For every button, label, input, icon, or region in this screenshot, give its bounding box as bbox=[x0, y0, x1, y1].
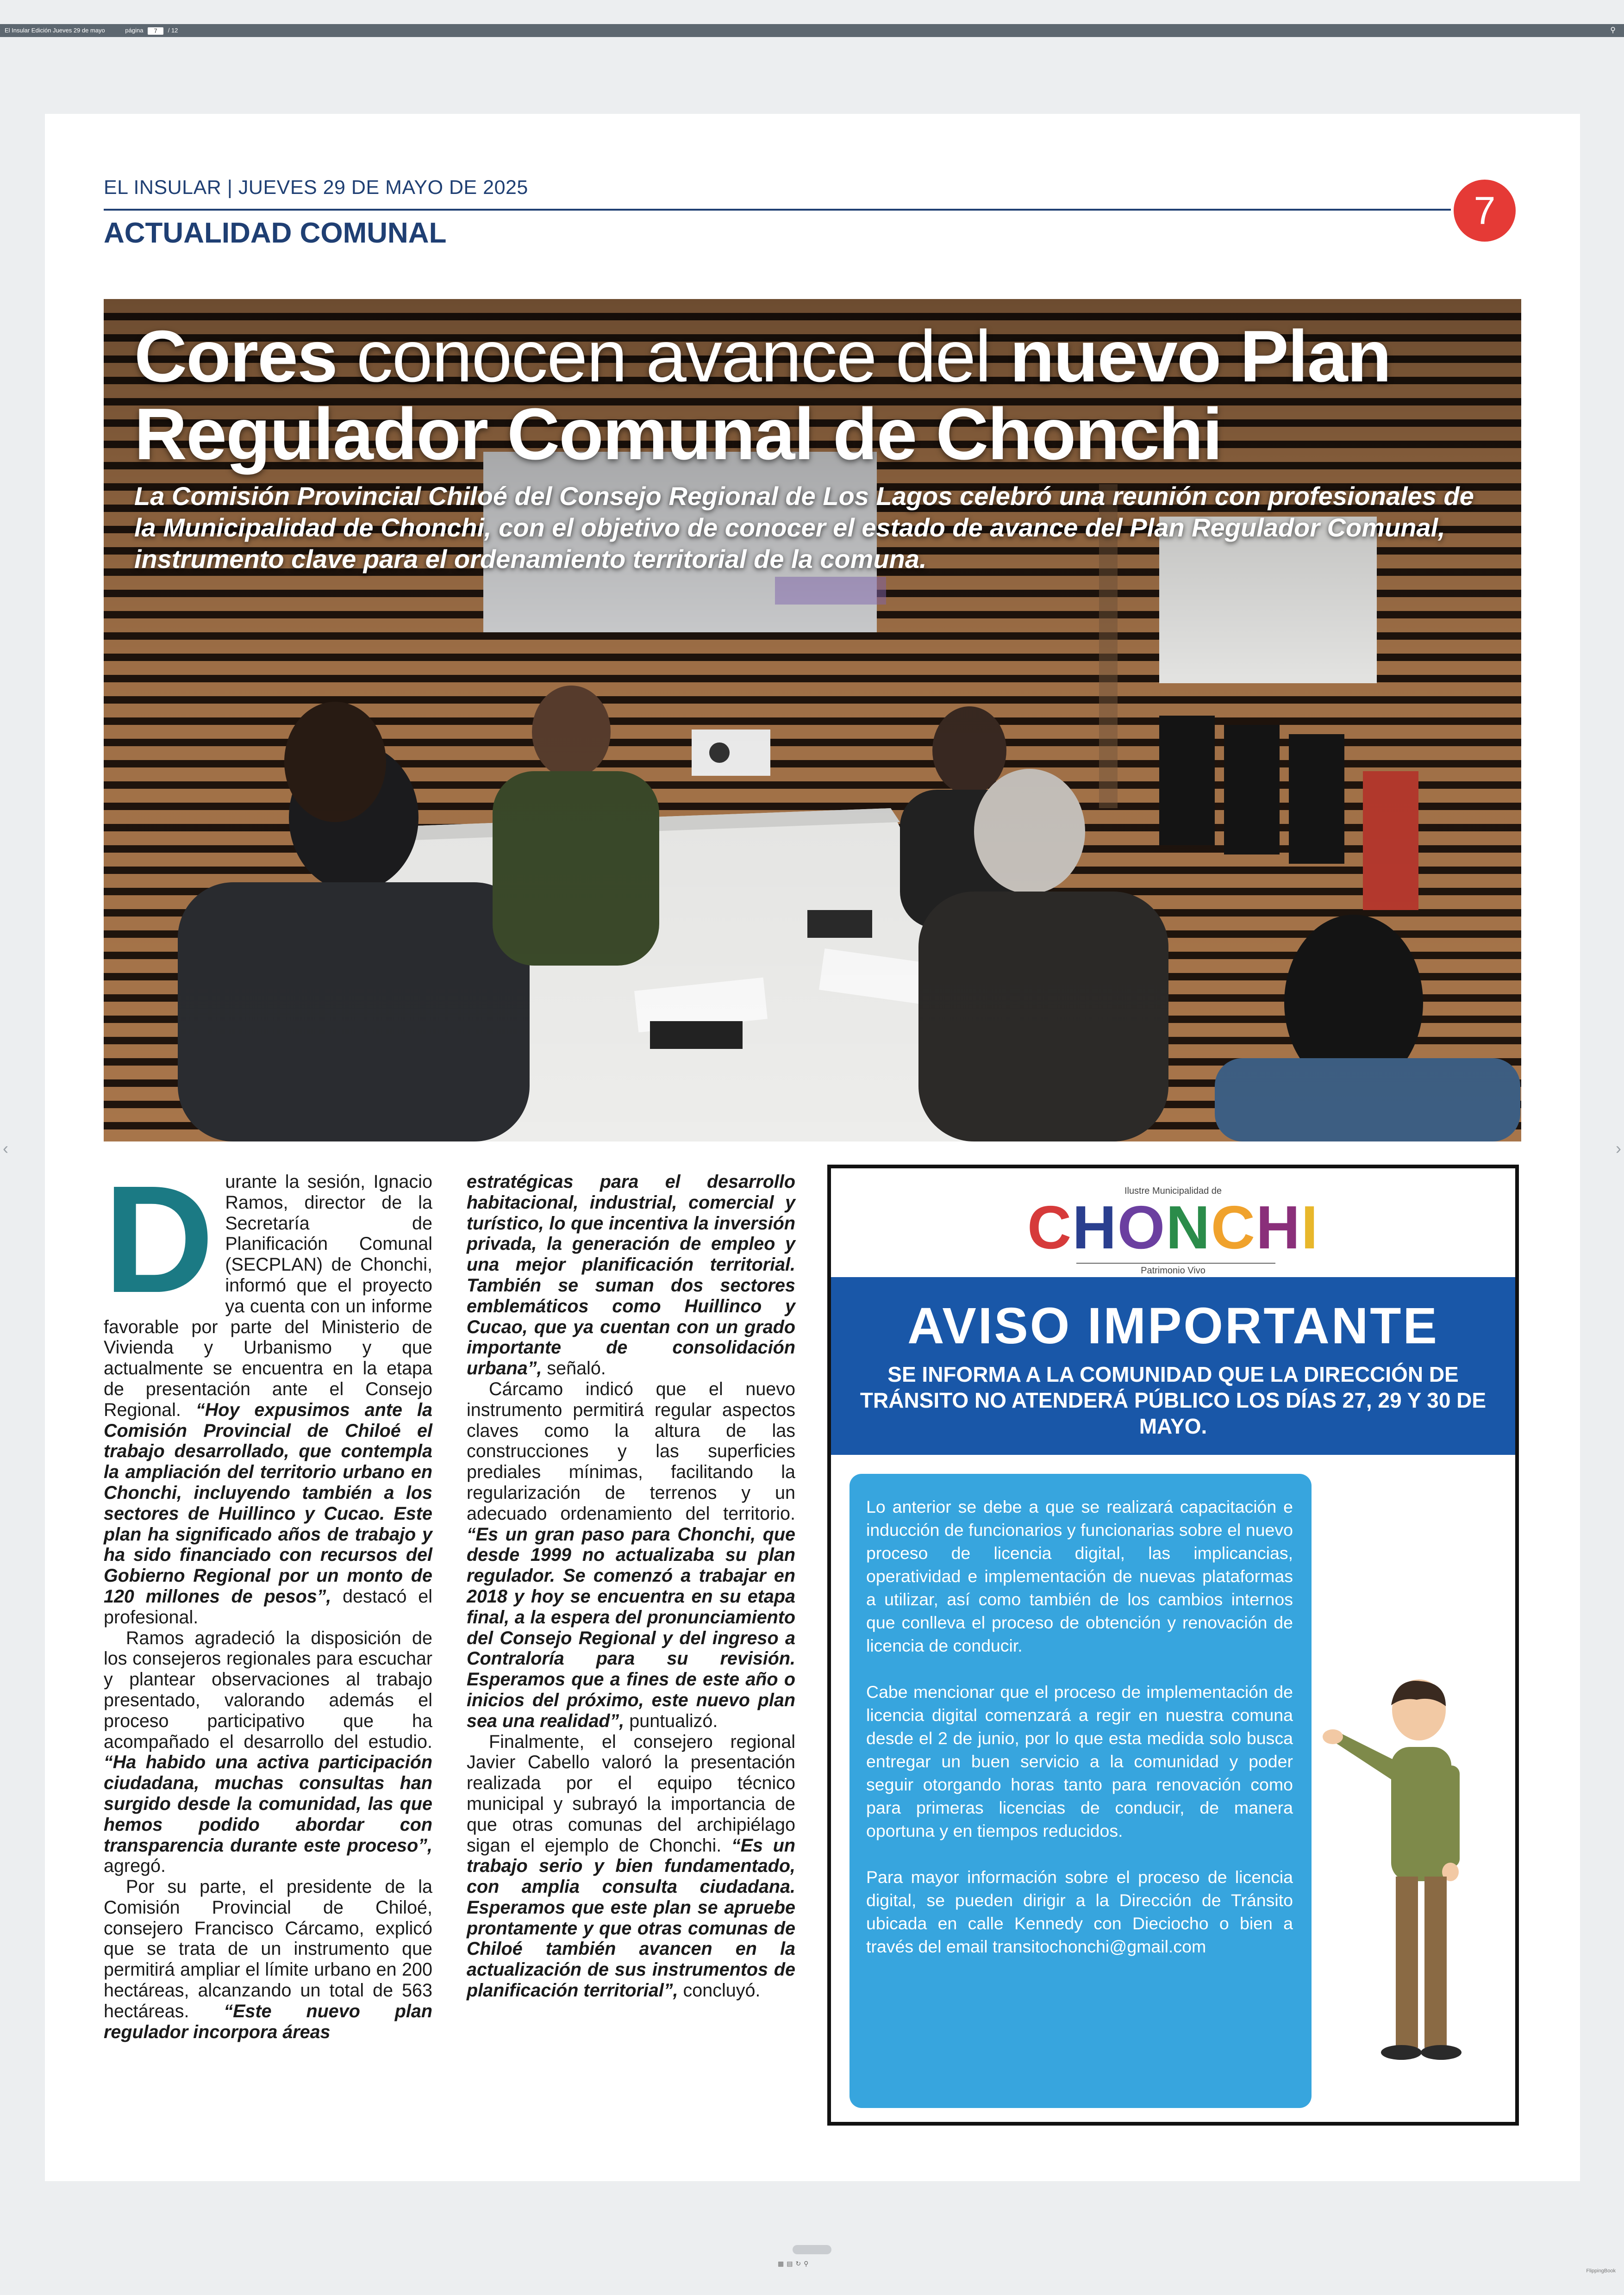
chonchi-logo bbox=[831, 1192, 1515, 1262]
hero-photo bbox=[104, 299, 1521, 1141]
p5-end: puntualizó. bbox=[624, 1710, 718, 1731]
headline-bold-3: Regulador Comunal de Chonchi bbox=[134, 393, 1222, 475]
p6-end: concluyó. bbox=[678, 1980, 761, 2001]
document-label: El Insular Edición Jueves 29 de mayo bbox=[5, 27, 105, 34]
article-column-2 bbox=[467, 1172, 795, 2001]
p5-quote: “Es un gran paso para Chonchi, que desde 1999 no actualizaba su plan regulador. Se comenzó a trabajar en 2018 y hoy se encuentra en su etapa final, a la espera del pronunciamiento del Consejo Regional y del ingreso a Contraloría para su revisión. Esperamos que a fines de este año o inicios del próximo, este nuevo plan sea una realidad”, bbox=[467, 1524, 795, 1731]
p4-quote: estratégicas para el desarrollo habitacional, industrial, comercial y turístico, lo que incentiva la inversión privada, la generación de empleo y una mejor planificación territorial. También se suman dos sectores emblemáticos como Huillinco y Cucao, que ya cuentan con un grado importante de consolidación urbana”, bbox=[467, 1172, 795, 1379]
p3-quote: “Este nuevo plan regulador incorpora áreas bbox=[104, 2001, 432, 2042]
notice-title: AVISO IMPORTANTE bbox=[907, 1297, 1439, 1354]
viewer-tools[interactable]: ▦▤↻⚲ bbox=[778, 2260, 812, 2267]
viewer-brand[interactable]: FlippingBook bbox=[1586, 2268, 1616, 2274]
publication-name: EL INSULAR bbox=[104, 176, 222, 199]
notice-paragraph-2: Cabe mencionar que el proceso de implementación de licencia digital comenzará a regir en nuestra comuna desde el 2 de junio, por lo que esta medida solo busca entregar un buen servicio a la comunidad y poder seguir otorgando horas tanto para renovación como para primeras licencias de conducir, de manera oportuna y en tiempos reducidos. bbox=[866, 1682, 1293, 1840]
p2-quote: “Ha habido una activa participación ciudadana, muchas consultas han surgido desde la comunidad, las que hemos podido abordar con transparencia durante este proceso”, bbox=[104, 1752, 432, 1856]
notice-body-box bbox=[849, 1474, 1312, 2108]
p5-text: Cárcamo indicó que el nuevo instrumento permitirá regular aspectos claves como la altura de las construcciones y las superficies prediales mínimas, facilitando la regularización de terrenos y un adecuado ordenamiento del territorio. bbox=[467, 1378, 795, 1524]
headline-light: conocen avance del bbox=[356, 316, 991, 397]
logo-letter: H bbox=[1072, 1193, 1118, 1261]
p1-text: urante la sesión, Ignacio Ramos, director de la Secretaría de Planificación Comunal (SECPLAN) de Chonchi, informó que el proyecto ya cuenta con un informe favorable por parte del Ministerio de Vivienda y Urbanismo y que actualmente se encuentra en la etapa de presentación ante el Consejo Regional. bbox=[104, 1172, 432, 1420]
chevron-right-icon[interactable]: › bbox=[1616, 1139, 1621, 1158]
municipality-label: Ilustre Municipalidad de bbox=[1124, 1186, 1222, 1196]
headline-bold-1: Cores bbox=[134, 316, 337, 397]
p2-end: agregó. bbox=[104, 1856, 166, 1877]
logo-letter: C bbox=[1027, 1193, 1073, 1261]
paragraph-4 bbox=[467, 1172, 795, 1379]
p3-text: Por su parte, el presidente de la Comisión Provincial de Chiloé, consejero Francisco Cárcamo, explicó que se trata de un instrumento que permitirá ampliar el límite urbano en 200 hectáreas, alcanzando un total de 563 hectáreas. bbox=[104, 1877, 432, 2021]
logo-letter: H bbox=[1255, 1193, 1301, 1261]
notice-paragraph-1: Lo anterior se debe a que se realizará capacitación e inducción de funcionarios y funcionarias sobre el nuevo proceso de licencia digital, las implicancias, operatividad e implementación de nuevas plataformas a utilizar, así como también de los cambios internos que conlleva el proceso de obtención y renovación de licencia de conducir. bbox=[866, 1497, 1293, 1655]
logo-rule bbox=[1076, 1263, 1275, 1264]
page-scrubber[interactable] bbox=[793, 2245, 831, 2254]
header-separator: | bbox=[227, 176, 233, 199]
p6-quote: “Es un trabajo serio y bien fundamentado, con amplia consulta ciudadana. Esperamos que este plan se apruebe prontamente y que otras comunas de Chiloé también avancen en la actualización de sus instrumentos de planificación territorial”, bbox=[467, 1835, 795, 2001]
paragraph-1 bbox=[104, 1154, 432, 1628]
article-column-1 bbox=[104, 1154, 432, 2042]
page-number-badge: 7 bbox=[1454, 180, 1516, 242]
page-input[interactable]: 7 bbox=[148, 27, 163, 35]
drop-cap: D bbox=[104, 1154, 214, 1324]
page-label: página bbox=[125, 27, 144, 34]
paragraph-3 bbox=[104, 1877, 432, 2042]
chevron-left-icon[interactable]: ‹ bbox=[3, 1139, 8, 1158]
section-title: ACTUALIDAD COMUNAL bbox=[104, 217, 447, 249]
p1-end: destacó el profesional. bbox=[104, 1586, 432, 1628]
municipal-notice-ad bbox=[827, 1165, 1519, 2126]
article-deck: La Comisión Provincial Chiloé del Consejo Regional de Los Lagos celebró una reunión con profesionales de la Municipalidad de Chonchi, con el objetivo de conocer el estado de avance del Plan Regulador Comunal, instrumento clave para el ordenamiento territorial de la comuna. bbox=[134, 481, 1474, 574]
person-pointing-illustration bbox=[1322, 1678, 1498, 2085]
notice-subtitle: SE INFORMA A LA COMUNIDAD QUE LA DIRECCIÓN DE TRÁNSITO NO ATENDERÁ PÚBLICO LOS DÍAS 27, 29 Y 30 DE MAYO. bbox=[860, 1362, 1487, 1438]
logo-letter: C bbox=[1211, 1193, 1256, 1261]
search-icon[interactable]: ⚲ bbox=[1610, 26, 1616, 34]
p4-end: señaló. bbox=[542, 1358, 606, 1379]
p2-text: Ramos agradeció la disposición de los consejeros regionales para escuchar y plantear observaciones al trabajo presentado, valorando además el proceso participativo que ha acompañado el desarrollo del estudio. bbox=[104, 1628, 432, 1752]
page-total: / 12 bbox=[168, 27, 178, 34]
logo-tagline: Patrimonio Vivo bbox=[1141, 1266, 1206, 1276]
paragraph-6 bbox=[467, 1732, 795, 2001]
logo-letter: I bbox=[1301, 1193, 1319, 1261]
logo-letter: N bbox=[1166, 1193, 1211, 1261]
p6-text: Finalmente, el consejero regional Javier Cabello valoró la presentación realizada por el equipo técnico municipal y subrayó la importancia de que otras comunas del archipiélago sigan el ejemplo de Chonchi. bbox=[467, 1731, 795, 1856]
header-rule bbox=[104, 209, 1451, 211]
notice-body bbox=[866, 1495, 1293, 1981]
logo-letter: O bbox=[1117, 1193, 1166, 1261]
notice-paragraph-3: Para mayor información sobre el proceso de licencia digital, se pueden dirigir a la Dirección de Tránsito ubicada en calle Kennedy con Dieciocho o bien a través del email transitochonchi@gmail.com bbox=[866, 1867, 1293, 1956]
viewer-toolbar bbox=[0, 24, 1624, 37]
paragraph-5 bbox=[467, 1379, 795, 1732]
issue-date: JUEVES 29 DE MAYO DE 2025 bbox=[238, 176, 528, 199]
p1-quote: “Hoy expusimos ante la Comisión Provincial de Chiloé el trabajo desarrollado, que contempla la ampliación del territorio urbano en Chonchi, incluyendo también a los sectores de Huillinco y Cucao. Este plan ha significado años de trabajo y ha sido financiado con recursos del Gobierno Regional por un monto de 120 millones de pesos”, bbox=[104, 1399, 432, 1607]
newspaper-page bbox=[45, 114, 1580, 2181]
headline-bold-2: nuevo Plan bbox=[1010, 316, 1391, 397]
notice-banner bbox=[831, 1277, 1515, 1455]
article-headline bbox=[134, 318, 1500, 473]
paragraph-2 bbox=[104, 1628, 432, 1877]
page-header bbox=[104, 176, 528, 199]
